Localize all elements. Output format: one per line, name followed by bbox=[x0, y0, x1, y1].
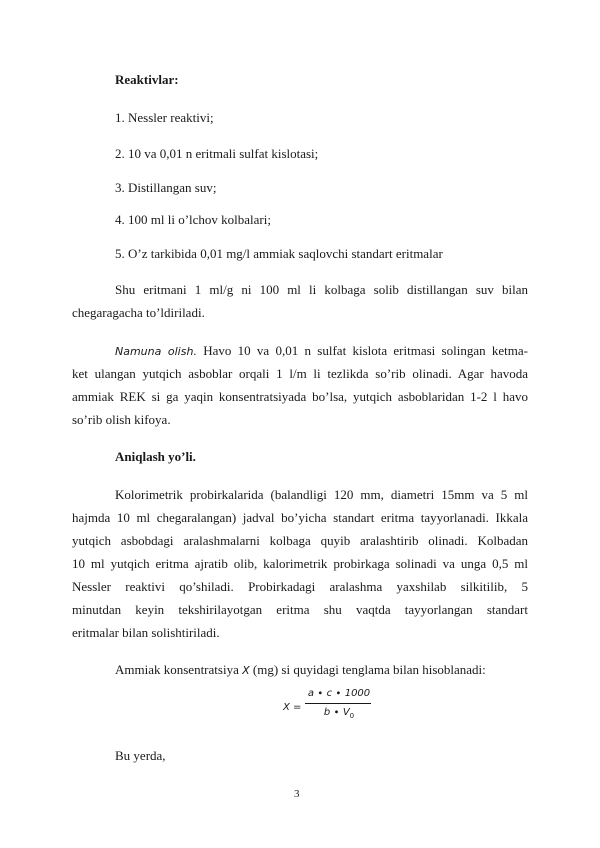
sampling-line bbox=[115, 343, 528, 360]
sampling-line: ket ulangan yutqich asboblar orqali 1 l/m li tezlikda so’rib olinadi. Agar havoda bbox=[72, 366, 528, 381]
sampling-text: Havo 10 va 0,01 n sulfat kislota eritmasi solingan ketma- bbox=[196, 343, 528, 358]
method-line: yutqich asbobdagi aralashmalarni kolbaga quyib aralashtirib olinadi. Kolbadan bbox=[72, 533, 528, 548]
method-line: Nessler reaktivi qo’shiladi. Probirkadagi aralashma yaxshilab silkitilib, 5 bbox=[72, 579, 528, 594]
paragraph-line: chegaragacha to’ldiriladi. bbox=[72, 305, 205, 320]
reagent-item: 3. Distillangan suv; bbox=[115, 180, 217, 195]
method-line: hajmda 10 ml chegaralangan) jadval bo’yicha standart eritma tayyorlanadi. Ikkala bbox=[72, 510, 528, 525]
calc-text: (mg) si quyidagi tenglama bilan hisoblanadi: bbox=[249, 662, 486, 677]
method-heading: Aniqlash yo’li. bbox=[115, 449, 196, 464]
reagents-heading: Reaktivlar: bbox=[115, 72, 179, 87]
denominator-main: b ∙ V bbox=[323, 707, 350, 718]
concentration-formula bbox=[283, 686, 373, 726]
paragraph-line: Shu eritmani 1 ml/g ni 100 ml li kolbaga solib distillangan suv bilan bbox=[115, 282, 528, 297]
method-line: eritmalar bilan solishtiriladi. bbox=[72, 625, 220, 640]
calc-line bbox=[115, 662, 486, 679]
method-line: 10 ml yutqich eritma ajratib olib, kalorimetrik probirkaga solinadi va unga 0,5 ml bbox=[72, 556, 528, 571]
sampling-line: so’rib olish kifoya. bbox=[72, 412, 171, 427]
calc-variable: X bbox=[242, 664, 250, 677]
sampling-label: Namuna olish. bbox=[115, 345, 197, 358]
denominator-subscript: 0 bbox=[349, 712, 355, 720]
method-line: minutdan keyin tekshirilayotgan eritma shu vaqtda tayyorlangan standart bbox=[72, 602, 528, 617]
method-line: Kolorimetrik probirkalarida (balandligi 120 mm, diametri 15mm va 5 ml bbox=[115, 487, 528, 502]
formula-numerator: a ∙ c ∙ 1000 bbox=[307, 688, 371, 699]
sampling-line: ammiak REK si ga yaqin konsentratsiyada bo’lsa, yutqich asboblaridan 1-2 l havo bbox=[72, 389, 528, 404]
reagent-item: 5. O’z tarkibida 0,01 mg/l ammiak saqlovchi standart eritmalar bbox=[115, 246, 443, 261]
fraction-bar bbox=[305, 703, 371, 704]
bu-yerda-text: Bu yerda, bbox=[115, 748, 166, 763]
reagent-item: 4. 100 ml li o’lchov kolbalari; bbox=[115, 212, 271, 227]
formula-denominator bbox=[305, 707, 373, 720]
reagent-item: 1. Nessler reaktivi; bbox=[115, 110, 214, 125]
calc-text: Ammiak konsentratsiya bbox=[115, 662, 243, 677]
page-number: 3 bbox=[294, 788, 300, 800]
reagent-item: 2. 10 va 0,01 n eritmali sulfat kislotasi; bbox=[115, 146, 319, 161]
formula-lhs: X = bbox=[283, 702, 302, 713]
